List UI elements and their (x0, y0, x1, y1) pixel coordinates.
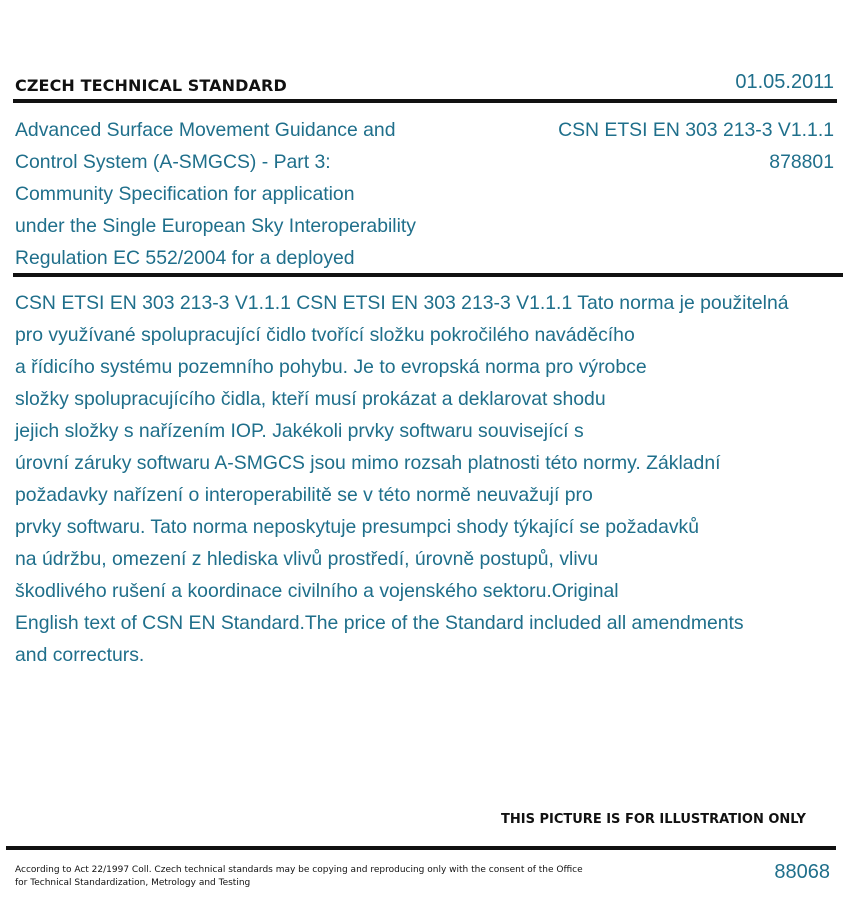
description-line: a řídicího systému pozemního pohybu. Je to evropská norma pro výrobce (15, 356, 647, 378)
description-line: jejich složky s nařízením IOP. Jakékoli prvky softwaru související s (15, 420, 584, 442)
illustration-note: THIS PICTURE IS FOR ILLUSTRATION ONLY (501, 812, 806, 827)
bottom-divider (6, 846, 836, 850)
description-line: CSN ETSI EN 303 213-3 V1.1.1 CSN ETSI EN 303 213-3 V1.1.1 Tato norma je použitelná (15, 292, 789, 314)
title-divider (13, 273, 843, 277)
description-line: and correcturs. (15, 644, 145, 666)
description-line: na údržbu, omezení z hlediska vlivů prostředí, úrovně postupů, vlivu (15, 548, 599, 570)
title-line: Regulation EC 552/2004 for a deployed (15, 247, 355, 269)
document-number: 88068 (774, 861, 830, 883)
standard-type-label: CZECH TECHNICAL STANDARD (15, 76, 287, 95)
catalog-number: 878801 (769, 151, 834, 173)
description-line: škodlivého rušení a koordinace civilního a vojenského sektoru.Original (15, 580, 619, 602)
standard-title (15, 114, 485, 274)
description-line: složky spolupracujícího čidla, kteří musí prokázat a deklarovat shodu (15, 388, 606, 410)
copyright-note (15, 864, 595, 890)
issue-date: 01.05.2011 (735, 71, 834, 93)
description-line: úrovní záruky softwaru A-SMGCS jsou mimo rozsah platnosti této normy. Základní (15, 452, 721, 474)
title-line: Advanced Surface Movement Guidance and (15, 119, 396, 141)
description-line: pro využívané spolupracující čidlo tvořící složku pokročilého naváděcího (15, 324, 635, 346)
standard-description (15, 287, 865, 671)
standard-number: CSN ETSI EN 303 213-3 V1.1.1 (558, 119, 834, 141)
title-line: Community Specification for application (15, 183, 355, 205)
title-line: Control System (A-SMGCS) - Part 3: (15, 151, 331, 173)
standard-codes (558, 114, 834, 178)
copyright-line: According to Act 22/1997 Coll. Czech technical standards may be copying and reproducing only with the consent of the Office (15, 865, 583, 875)
description-line: English text of CSN EN Standard.The price of the Standard included all amendments (15, 612, 744, 634)
title-line: under the Single European Sky Interoperability (15, 215, 416, 237)
copyright-line: for Technical Standardization, Metrology and Testing (15, 878, 251, 888)
top-divider (13, 99, 837, 103)
description-line: požadavky nařízení o interoperabilitě se v této normě neuvažují pro (15, 484, 593, 506)
description-line: prvky softwaru. Tato norma neposkytuje presumpci shody týkající se požadavků (15, 516, 700, 538)
